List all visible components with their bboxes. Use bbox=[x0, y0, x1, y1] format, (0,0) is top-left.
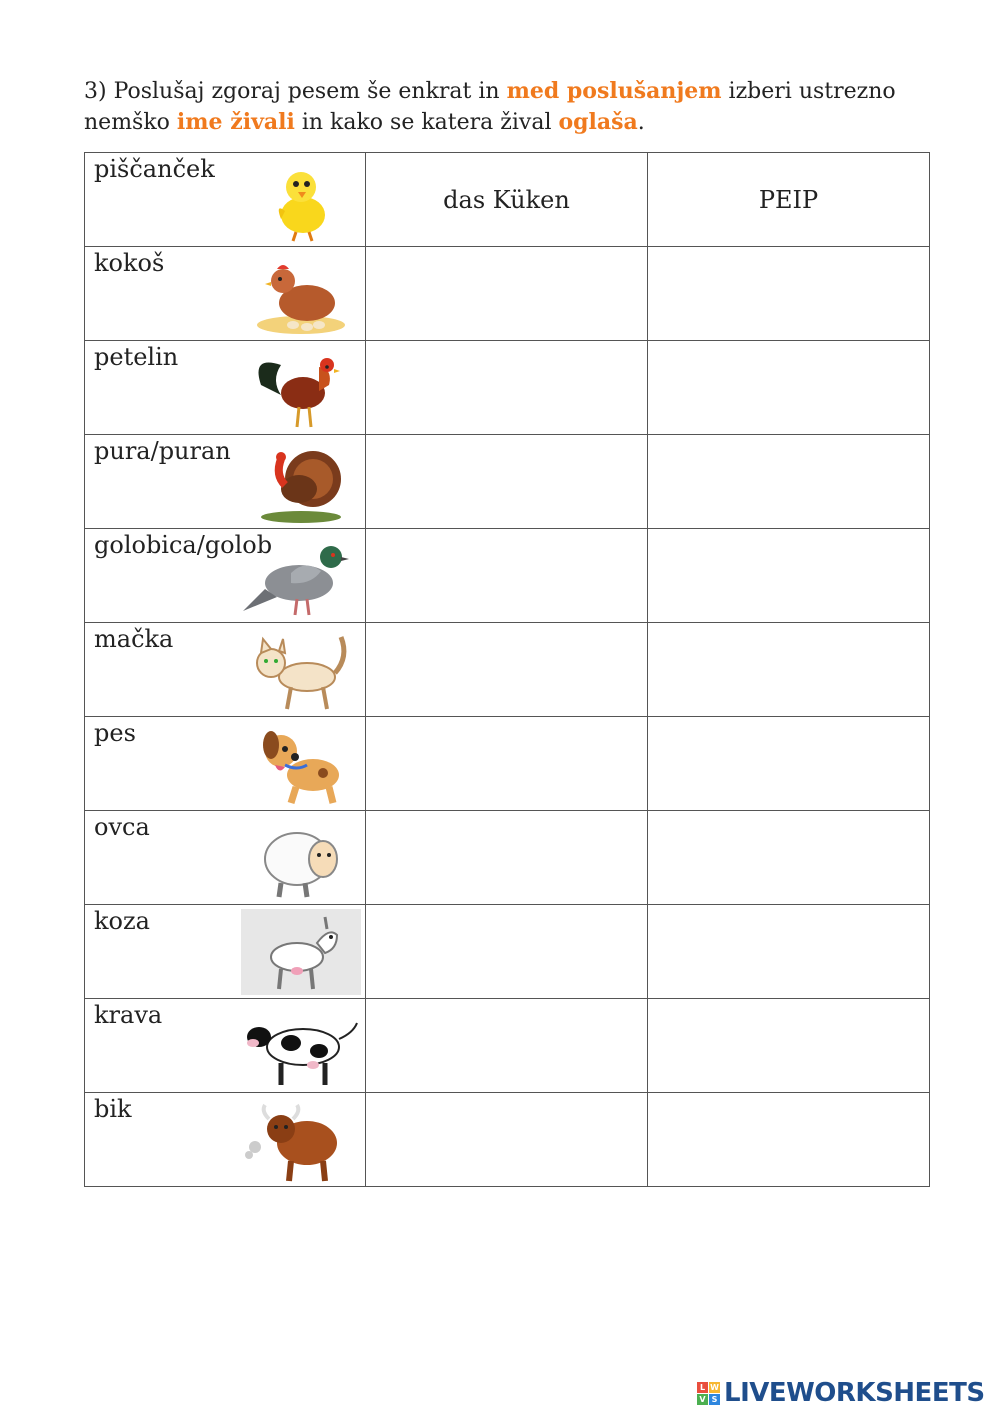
german-name bbox=[366, 247, 647, 340]
instruction-highlight-2: ime živali bbox=[176, 109, 295, 135]
slovene-cell bbox=[85, 623, 366, 717]
animal-sound: PEIP bbox=[758, 185, 819, 214]
animals-table bbox=[84, 152, 930, 1187]
slovene-word: pura/puran bbox=[94, 437, 231, 465]
turkey-icon bbox=[241, 439, 361, 525]
slovene-word: pes bbox=[94, 719, 136, 747]
slovene-cell bbox=[85, 1093, 366, 1187]
slovene-word: petelin bbox=[94, 343, 179, 371]
slovene-cell bbox=[85, 999, 366, 1093]
animal-sound bbox=[648, 435, 929, 528]
animal-sound bbox=[648, 247, 929, 340]
animal-sound bbox=[648, 999, 929, 1092]
animal-sound-cell[interactable] bbox=[648, 717, 930, 811]
german-name bbox=[366, 623, 647, 716]
pigeon-icon bbox=[241, 533, 361, 619]
animal-sound-cell[interactable] bbox=[648, 435, 930, 529]
slovene-word: krava bbox=[94, 1001, 163, 1029]
german-name-cell[interactable] bbox=[366, 341, 648, 435]
logo-mark-letter: L bbox=[697, 1382, 708, 1393]
german-name-cell[interactable] bbox=[366, 529, 648, 623]
slovene-word: ovca bbox=[94, 813, 150, 841]
slovene-word: bik bbox=[94, 1095, 132, 1123]
logo-mark-letter: V bbox=[697, 1394, 708, 1405]
rooster-icon bbox=[241, 345, 361, 431]
animal-sound-cell[interactable] bbox=[648, 153, 930, 247]
slovene-word: koza bbox=[94, 907, 150, 935]
german-name-cell[interactable] bbox=[366, 247, 648, 341]
table-row bbox=[85, 717, 930, 811]
german-name bbox=[366, 999, 647, 1092]
animal-sound-cell[interactable] bbox=[648, 905, 930, 999]
german-name-cell[interactable] bbox=[366, 811, 648, 905]
german-name-cell[interactable] bbox=[366, 153, 648, 247]
animal-sound bbox=[648, 905, 929, 998]
table-row bbox=[85, 341, 930, 435]
slovene-word: kokoš bbox=[94, 249, 165, 277]
logo-text: LIVEWORKSHEETS bbox=[724, 1378, 985, 1408]
instruction-middle-1: izberi ustrezno nemško bbox=[84, 79, 896, 135]
slovene-cell bbox=[85, 811, 366, 905]
slovene-cell bbox=[85, 341, 366, 435]
goat-icon bbox=[241, 909, 361, 995]
animal-sound bbox=[648, 811, 929, 904]
animal-sound-cell[interactable] bbox=[648, 247, 930, 341]
table-row bbox=[85, 153, 930, 247]
table-row bbox=[85, 529, 930, 623]
animal-sound-cell[interactable] bbox=[648, 811, 930, 905]
animal-sound bbox=[648, 529, 929, 622]
german-name bbox=[366, 905, 647, 998]
slovene-word: piščanček bbox=[94, 155, 215, 183]
table-row bbox=[85, 1093, 930, 1187]
german-name bbox=[366, 717, 647, 810]
logo-mark-letter: W bbox=[710, 1382, 719, 1392]
slovene-cell bbox=[85, 247, 366, 341]
logo-mark-letter: S bbox=[709, 1394, 720, 1405]
table-row bbox=[85, 435, 930, 529]
animal-sound-cell[interactable] bbox=[648, 341, 930, 435]
sheep-icon bbox=[241, 815, 361, 901]
german-name bbox=[366, 1093, 647, 1186]
german-name: das Küken bbox=[443, 185, 570, 214]
animal-sound bbox=[648, 341, 929, 434]
slovene-word: golobica/golob bbox=[94, 531, 273, 559]
slovene-cell bbox=[85, 905, 366, 999]
dog-icon bbox=[241, 721, 361, 807]
table-row bbox=[85, 623, 930, 717]
german-name bbox=[366, 811, 647, 904]
slovene-word: mačka bbox=[94, 625, 174, 653]
german-name-cell[interactable] bbox=[366, 1093, 648, 1187]
table-row bbox=[85, 905, 930, 999]
instruction-text bbox=[84, 76, 944, 138]
slovene-cell bbox=[85, 153, 366, 247]
animal-sound-cell[interactable] bbox=[648, 623, 930, 717]
table-row bbox=[85, 247, 930, 341]
instruction-prefix: 3) Poslušaj zgoraj pesem še enkrat in bbox=[84, 79, 507, 104]
german-name-cell[interactable] bbox=[366, 623, 648, 717]
animal-sound-cell[interactable] bbox=[648, 529, 930, 623]
instruction-middle-2: in kako se katera žival bbox=[294, 110, 559, 135]
german-name-cell[interactable] bbox=[366, 435, 648, 529]
animal-sound-cell[interactable] bbox=[648, 1093, 930, 1187]
liveworksheets-logo bbox=[697, 1378, 985, 1408]
animal-sound bbox=[648, 717, 929, 810]
instruction-suffix: . bbox=[637, 110, 645, 135]
logo-mark-icon bbox=[697, 1382, 720, 1405]
slovene-cell bbox=[85, 717, 366, 811]
animal-sound-cell[interactable] bbox=[648, 999, 930, 1093]
german-name bbox=[366, 341, 647, 434]
german-name bbox=[366, 435, 647, 528]
german-name bbox=[366, 529, 647, 622]
animal-sound bbox=[648, 623, 929, 716]
cow-icon bbox=[241, 1003, 361, 1089]
animal-sound bbox=[648, 1093, 929, 1186]
table-row bbox=[85, 811, 930, 905]
bull-icon bbox=[241, 1097, 361, 1183]
german-name-cell[interactable] bbox=[366, 717, 648, 811]
instruction-highlight-3: oglaša bbox=[558, 109, 638, 135]
chick-icon bbox=[241, 157, 361, 243]
german-name-cell[interactable] bbox=[366, 999, 648, 1093]
slovene-cell bbox=[85, 435, 366, 529]
german-name-cell[interactable] bbox=[366, 905, 648, 999]
cat-icon bbox=[241, 627, 361, 713]
table-row bbox=[85, 999, 930, 1093]
slovene-cell bbox=[85, 529, 366, 623]
instruction-highlight-1: med poslušanjem bbox=[506, 78, 722, 104]
hen-icon bbox=[241, 251, 361, 337]
